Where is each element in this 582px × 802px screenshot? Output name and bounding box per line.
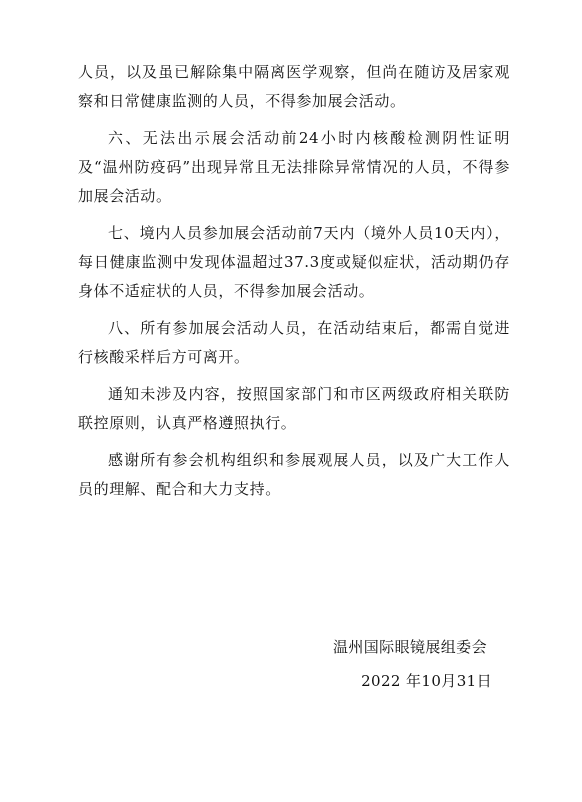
paragraph-notice: 通知未涉及内容，按照国家部门和市区两级政府相关联防联控原则，认真严格遵照执行。 xyxy=(78,385,510,432)
paragraph-item-7: 七、境内人员参加展会活动前7天内（境外人员10天内），每日健康监测中发现体温超过37.3度或疑似症状，活动期仍存身体不适症状的人员，不得参加展会活动。 xyxy=(78,224,510,300)
signature-organization: 温州国际眼镜展组委会 xyxy=(332,638,487,656)
paragraph-item-6: 六、无法出示展会活动前24小时内核酸检测阴性证明及“温州防疫码”出现异常且无法排除异常情况的人员，不得参加展会活动。 xyxy=(78,129,510,205)
paragraph-thanks: 感谢所有参会机构组织和参展观展人员，以及广大工作人员的理解、配合和大力支持。 xyxy=(78,451,510,498)
document-body xyxy=(78,58,510,504)
paragraph-continuation: 人员，以及虽已解除集中隔离医学观察，但尚在随访及居家观察和日常健康监测的人员，不得参加展会活动。 xyxy=(78,63,510,110)
paragraph-item-8: 八、所有参加展会活动人员，在活动结束后，都需自觉进行核酸采样后方可离开。 xyxy=(78,319,510,366)
signature-date: 2022 年10月31日 xyxy=(361,672,492,690)
